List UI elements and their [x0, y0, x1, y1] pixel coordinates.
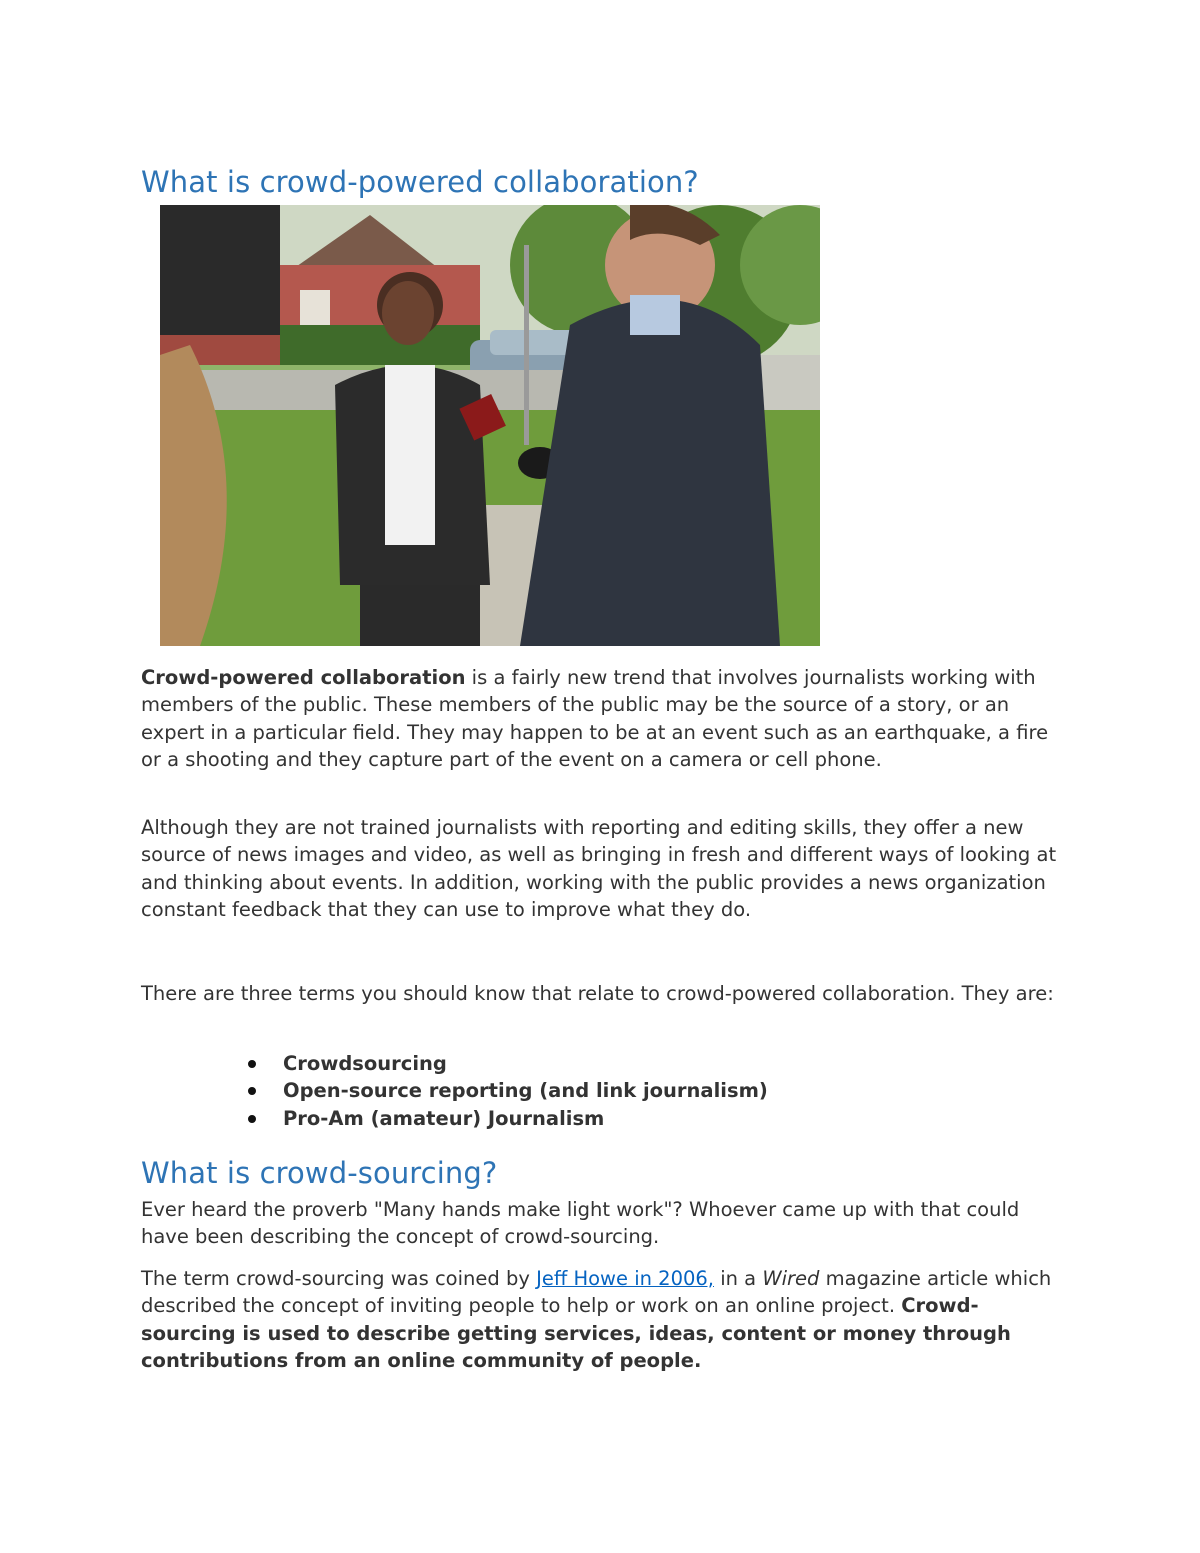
photo-illustration [160, 205, 820, 646]
term-label: Crowdsourcing [283, 1052, 447, 1075]
interview-photo [160, 205, 820, 646]
paragraph-intro-text: is a fairly new trend that involves journalists working with members of the public. These members of the public may be the source of a story, or an expert in a particular field. They may happen to be at an event such as an earthquake, a fire or a shooting and they capture part of the event on a camera or cell phone. [141, 666, 1049, 771]
bullet-icon [248, 1060, 256, 1068]
term-crowd-powered-collaboration: Crowd-powered collaboration [141, 666, 466, 689]
heading-crowd-powered-collaboration: What is crowd-powered collaboration? [141, 165, 699, 199]
paragraph-intro [141, 664, 1071, 773]
paragraph-proverb: Ever heard the proverb "Many hands make light work"? Whoever came up with that could have been describing the concept of crowd-sourcing. [141, 1198, 1020, 1249]
bullet-icon [248, 1115, 256, 1123]
paragraph-three-terms: There are three terms you should know that relate to crowd-powered collaboration. They are: [141, 982, 1054, 1005]
text-span: The term crowd-sourcing was coined by [141, 1267, 537, 1290]
heading-crowd-sourcing: What is crowd-sourcing? [141, 1156, 498, 1190]
list-item [243, 1050, 768, 1077]
crowd-sourcing-definition: Crowd-sourcing is used to describe getting services, ideas, content or money through contributions from an online community of people. [141, 1294, 1011, 1372]
wired-italic: Wired [762, 1267, 820, 1290]
paragraph-term-coined [141, 1265, 1071, 1374]
term-label: Pro-Am (amateur) Journalism [283, 1106, 605, 1130]
list-item [243, 1105, 768, 1132]
jeff-howe-link[interactable]: Jeff Howe in 2006, [536, 1267, 714, 1290]
text-span: magazine article which described the concept of inviting people to help or work on an online project. [141, 1267, 1052, 1318]
text-span: in a [714, 1267, 763, 1290]
paragraph-although: Although they are not trained journalists with reporting and editing skills, they offer a new source of news images and video, as well as bringing in fresh and different ways of looking at and thinking about events. In addition, working with the public provides a news organization constant feedback that they can use to improve what they do. [141, 816, 1057, 921]
term-label: Open-source reporting (and link journalism) [283, 1079, 768, 1103]
terms-list [243, 1050, 768, 1132]
bullet-icon [248, 1087, 256, 1095]
list-item [243, 1077, 768, 1104]
